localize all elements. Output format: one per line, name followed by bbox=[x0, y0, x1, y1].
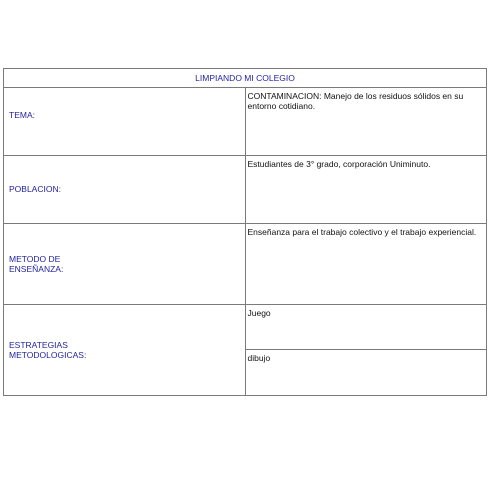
estrategia-item-juego: Juego bbox=[245, 305, 487, 350]
estrategias-label-line1: ESTRATEGIAS bbox=[9, 339, 68, 350]
metodo-value: Enseñanza para el trabajo colectivo y el trabajo experiencial. bbox=[245, 224, 487, 305]
poblacion-value: Estudiantes de 3° grado, corporación Uniminuto. bbox=[245, 156, 487, 224]
tema-label-text: TEMA: bbox=[9, 110, 35, 121]
metodo-label-line1: METODO DE bbox=[9, 253, 61, 264]
tema-label bbox=[4, 88, 246, 156]
tema-value: CONTAMINACION: Manejo de los residuos sólidos en su entorno cotidiano. bbox=[245, 88, 487, 156]
metodo-label-line2: ENSEÑANZA: bbox=[9, 264, 64, 274]
estrategias-label bbox=[4, 305, 246, 396]
poblacion-label-text: POBLACION: bbox=[9, 184, 61, 195]
lesson-plan-table bbox=[3, 68, 487, 396]
poblacion-label bbox=[4, 156, 246, 224]
metodo-label bbox=[4, 224, 246, 305]
document-title: LIMPIANDO MI COLEGIO bbox=[4, 69, 487, 88]
estrategia-item-dibujo: dibujo bbox=[245, 350, 487, 396]
estrategias-label-line2: METODOLOGICAS: bbox=[9, 350, 87, 360]
